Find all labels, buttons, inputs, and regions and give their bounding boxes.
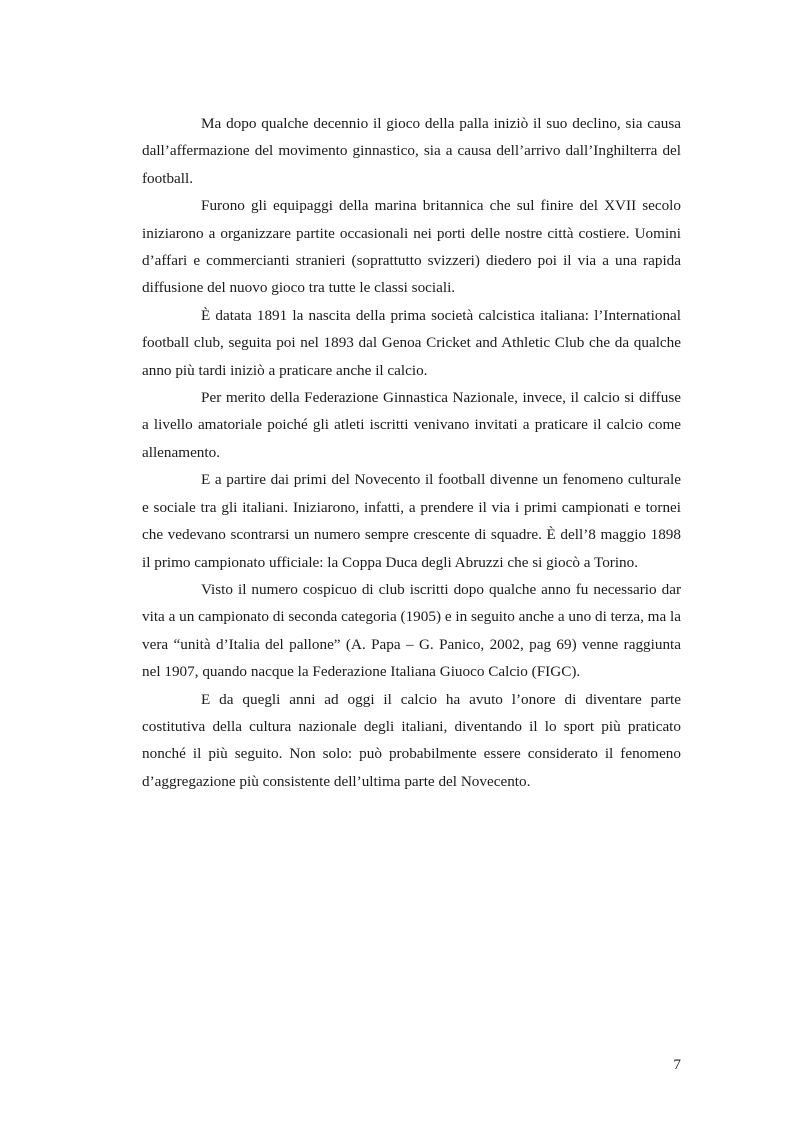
paragraph-novecento: E a partire dai primi del Novecento il football divenne un fenomeno culturale e sociale tra gli italiani. Iniziarono, infatti, a prendere il via i primi campionati e tornei che vedevano scontrarsi un numero sempre crescente di squadre. È dell’8 maggio 1898 il primo campionato ufficiale: la Coppa Duca degli Abruzzi che si giocò a Torino. [142,471,681,571]
paragraph-federazione-ginnastica: Per merito della Federazione Ginnastica Nazionale, invece, il calcio si diffuse a livello amatoriale poiché gli atleti iscritti venivano invitati a praticare il calcio come allenamento. [142,389,681,461]
body-text [142,110,681,795]
paragraph-marina-britannica: Furono gli equipaggi della marina britannica che sul finire del XVII secolo iniziarono a organizzare partite occasionali nei porti delle nostre città costiere. Uomini d’affari e commercianti stranieri (soprattutto svizzeri) diedero poi il via a una rapida diffusione del nuovo gioco tra tutte le classi sociali. [142,197,681,297]
page-number: 7 [673,1056,681,1073]
paragraph-declino-palla: Ma dopo qualche decennio il gioco della palla iniziò il suo declino, sia causa dall’affermazione del movimento ginnastico, sia a causa dell’arrivo dall’Inghilterra del football. [142,115,681,187]
paragraph-prima-societa: È datata 1891 la nascita della prima società calcistica italiana: l’International football club, seguita poi nel 1893 dal Genoa Cricket and Athletic Club che da qualche anno più tardi iniziò a praticare anche il calcio. [142,306,681,379]
paragraph-figc: Visto il numero cospicuo di club iscritti dopo qualche anno fu necessario dar vita a un campionato di seconda categoria (1905) e in seguito anche a uno di terza, ma la vera “unità d’Italia del pallone” (A. Papa – G. Panico, 2002, pag 69) venne raggiunta nel 1907, quando nacque la Federazione Italiana Giuoco Calcio (FIGC). [142,580,681,681]
paragraph-cultura-nazionale: E da quegli anni ad oggi il calcio ha avuto l’onore di diventare parte costitutiva della cultura nazionale degli italiani, diventando il lo sport più praticato nonché il più seguito. Non solo: può probabilmente essere considerato il fenomeno d’aggregazione più consistente dell’ultima parte del Novecento. [142,690,681,790]
